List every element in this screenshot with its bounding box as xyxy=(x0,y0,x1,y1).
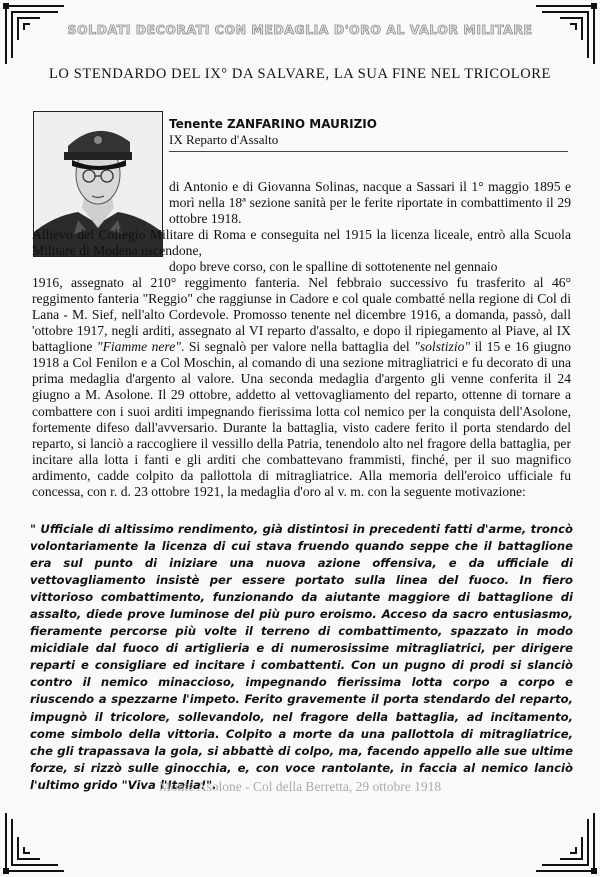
corner-ornament-bottom-left xyxy=(0,807,70,877)
biography-lead: Allievo del Collegio Militare di Roma e conseguita nel 1915 la licenza liceale, entrò alla Scuola Militare di Modena uscendone, xyxy=(32,227,571,259)
divider-rule xyxy=(169,151,568,152)
footer-place-date: Monte Asolone - Col della Berretta, 29 ottobre 1918 xyxy=(158,779,442,794)
solstizio-quote: "solstizio" xyxy=(414,339,471,355)
medal-motivation: " Ufficiale di altissimo rendimento, già distintosi in precedenti fatti d'arme, troncò volontariamente la licenza di cui stava fruendo quando seppe che il battaglione era sul punto di iniziare una nuova azione offensiva, e da ufficiale di vettovagliamento insistè per essere portato sulla linea del fuoco. In fiero vittorioso combattimento, funzionando da aiutante maggiore di battaglione di assalto, diede prove luminose del più puro eroismo. Acceso da sacro entusiasmo, fieramente percorse più volte il terreno di combattimento, spazzato in modo micidiale dal fuoco di artiglieria e di numerosissime mitragliatrici, per dirigere reparti e consigliare ed incitare i combattenti. Con un pugno di prodi si slanciò contro il nemico minaccioso, impegnando fierissima lotta corpo a corpo e riuscendo a spezzarne l'impeto. Ferito gravemente il porta stendardo del reparto, impugnò il tricolore, sollevandolo, nel fragore della battaglia, ad incitamento, come simbolo della vittoria. Colpito a morte da una pallottola di mitragliatrice, che gli trapassava la gola, si abbattè di colpo, ma, facendo appello alle sue ultime forze, si rizzò sulle ginocchia, e, con voce rantolante, in faccia al nemico lanciò l'ultimo grido "Viva l'Italia!". xyxy=(30,522,573,792)
corner-ornament-bottom-right xyxy=(530,807,600,877)
biography-text-c: il 15 e 16 giugno 1918 a Col Fenilon e a Col Moschin, al comando di una sezione mitragliatrici e fu decorato di una prima medaglia d'argento al valore. Una seconda medaglia d'argento gli venne conferita il 24 giugno a M. Asolone. Il 29 ottobre, addetto al vettovagliamento del reparto, ottenne di tornare a combattere con i suoi arditi impegnando fierissima lotta col nemico per la conquista dell'Asolone, fortemente difeso dall'avversario. Durante la battaglia, visto cadere ferito il porta stendardo del reparto, si lanciò a raccogliere il vessillo della Patria, tenendolo alto nel fragore della battaglia, per incitare alla lotta i fanti e gli arditi che combattevano frammisti, finché, per il suo magnifico ardimento, cadde colpito da pallottola di mitragliatrice. Alla memoria dell'eroico ufficiale fu concessa, con r. d. 23 ottobre 1921, la medaglia d'oro al v. m. con la seguente motivazione: xyxy=(32,339,572,499)
series-title: SOLDATI DECORATI CON MEDAGLIA D'ORO AL VALOR MILITARE xyxy=(67,22,533,37)
fiamme-nere-quote: "Fiamme nere" xyxy=(96,339,181,355)
biography-indented-line: dopo breve corso, con le spalline di sottotenente nel gennaio xyxy=(169,259,498,275)
officer-name: Tenente ZANFARINO MAURIZIO xyxy=(169,117,377,131)
page-subtitle: LO STENDARDO DEL IX° DA SALVARE, LA SUA FINE NEL TRICOLORE xyxy=(48,66,552,82)
officer-unit: IX Reparto d'Assalto xyxy=(169,132,279,147)
biography-intro: di Antonio e di Giovanna Solinas, nacque a Sassari il 1° maggio 1895 e morì nella 18ª sezione sanità per le ferite riportate in combattimento il 29 ottobre 1918. xyxy=(169,179,571,226)
biography-text-b: . Si segnalò per valore nella battaglia del xyxy=(180,339,415,355)
biography-body xyxy=(32,227,571,500)
biography-text-a: 1916, assegnato al 210° reggimento fanteria. Nel febbraio successivo fu trasferito al 46° reggimento fanteria "Reggio" che raggiunse in Cadore e col quale combatté nella regione di Col di Lana - M. Sief, nell'alto Cordevole. Promosso tenente nel dicembre 1916, a domanda, passò, dall 'ottobre 1917, negli arditi, assegnato al VI reparto d'assalto, e dopo il ripiegamento al Piave, al IX battaglione xyxy=(32,275,571,355)
